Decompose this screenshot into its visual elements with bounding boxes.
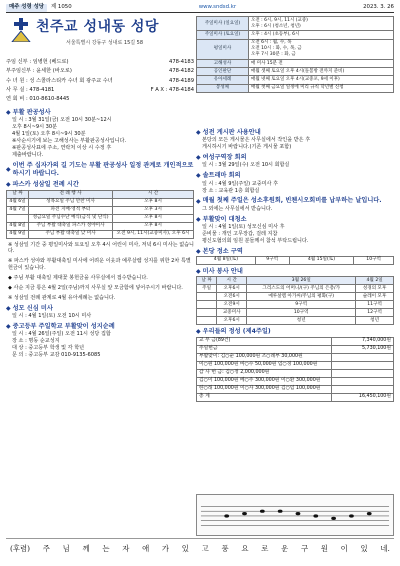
- bullet-icon: ◆: [6, 304, 11, 312]
- mass-row: [197, 17, 394, 31]
- mass-label: 평일미사: [197, 39, 249, 59]
- table-row: [197, 317, 394, 325]
- table-cell: 4월 8일(토): [197, 257, 256, 265]
- lyric-syllable: 자: [122, 543, 130, 553]
- notice-text: ◆ 주님 부활 대축일 제대꽃 봉헌금을 사무실에서 접수받습니다.: [8, 275, 148, 281]
- mass-time: 오전 : 6시, 9시, 11시 (교중) 오후 : 6시 (청소년, 청년): [249, 17, 394, 31]
- table-cell: 오전 9시, 11시(교중미사), 오후 6시: [113, 230, 194, 238]
- section-title: 솔트래마 회의: [202, 172, 241, 180]
- staff-role: 부주임신부 : 윤세한 (바오로): [6, 68, 72, 75]
- bullet-icon: ◆: [196, 129, 201, 137]
- bullet-icon: ◆: [6, 322, 11, 330]
- section-title: 파스카 성삼일 전례 시간: [12, 181, 79, 189]
- offering-item: 교 무 금(89건): [197, 337, 332, 345]
- section-heading: [6, 162, 194, 179]
- table-cell: 주님 부활 대축일 파스카 성야미사: [29, 222, 113, 230]
- table-row: [197, 293, 394, 301]
- staff-role: 수 녀 원 : 성 스콜라스티카 수녀 회 광주교 수녀: [6, 77, 113, 84]
- notice-section: [6, 109, 194, 159]
- mass-row: [197, 59, 394, 67]
- section-line: 일 시 : 3월 29일(수) 오전 10시 회합실: [202, 162, 290, 169]
- staff-tel: 478-4189: [169, 77, 194, 84]
- section-title: 여성구역장 회의: [202, 154, 247, 162]
- table-cell: [7, 214, 29, 222]
- table-cell: [197, 293, 217, 301]
- table-cell: 성경의 모후: [356, 285, 394, 293]
- table-row: [7, 198, 194, 206]
- table-row: [197, 385, 394, 393]
- section-heading: [6, 181, 194, 189]
- offering-item: 김○이 100,000원 베○주 300,000원 이○환 300,000원: [197, 377, 332, 385]
- mass-label: 봉성체: [197, 84, 249, 92]
- section-heading: [196, 248, 394, 256]
- offering-section: [196, 328, 394, 402]
- table-cell: 11구역: [356, 301, 394, 309]
- table-row: [197, 369, 394, 377]
- bullet-icon: ◆: [196, 172, 201, 180]
- lyric-syllable: 님: [62, 543, 70, 553]
- section-title: 매월 첫째 주일은 성소후원회, 빈첸시오회비를 납부하는 날입니다.: [202, 197, 382, 205]
- mass-row: [197, 31, 394, 39]
- table-row: [197, 301, 394, 309]
- section-line: ※판공성사표에 주소, 연락처 이상 시 수정 후: [12, 144, 112, 151]
- church-logo-icon: [10, 18, 32, 42]
- top-bar: [6, 4, 394, 13]
- table-cell: 주일: [197, 285, 217, 293]
- table-row: [197, 361, 394, 369]
- section-line: 일 시 : 3월 31일(금) 오전 10시 30분~12시: [12, 117, 112, 124]
- table-cell: 파견 지배·영적 부터: [29, 206, 113, 214]
- lyric-syllable: 요: [241, 543, 249, 553]
- notice-section: [6, 162, 194, 179]
- table-cell: 4월 8일: [7, 222, 29, 230]
- table-row: [197, 257, 394, 265]
- table-row: [197, 393, 394, 401]
- mass-time: 매월 넷째 토요일 오후 4시(교중포, 9세 이후): [249, 76, 394, 84]
- section-line: 제출바랍니다.: [12, 151, 44, 158]
- section-line: 장 소 : 명동 순교성지: [12, 338, 60, 345]
- bullet-icon: ◆: [6, 181, 11, 189]
- right-column: [196, 126, 394, 402]
- cleaning-section: [196, 248, 394, 265]
- table-row: [7, 214, 194, 222]
- notice-section: [196, 197, 394, 212]
- lyric-syllable: (후렴): [10, 543, 31, 553]
- lyric-syllable: 로: [261, 543, 269, 553]
- service-section: [196, 268, 394, 325]
- lyric-syllable: 원: [320, 543, 328, 553]
- lyric-syllable: 애: [142, 543, 150, 553]
- staff-row: [6, 95, 194, 104]
- notice-text: ※ 성삼일 전례 관계로 4월 유아세례는 없습니다.: [8, 294, 116, 301]
- offering-amount: 5,730,100원: [332, 345, 394, 353]
- lyric-syllable: 운: [281, 543, 289, 553]
- bullet-icon: ◆: [196, 247, 201, 255]
- bullet-icon: ◆: [196, 268, 201, 276]
- notice-section: [6, 305, 194, 320]
- table-cell: 성금요일 주님수난 예식(금식 및 단식): [29, 214, 113, 222]
- notice-text: ※ 파스카 성야와 부활대축일 미사에 어려운 이웃과 예루살렘 성지를 위한 2차 특별헌금이 있습니다.: [8, 258, 191, 272]
- table-cell: 주님 부활 대축일 낮 미사: [29, 230, 113, 238]
- notice-section: [6, 323, 194, 359]
- section-line: ※사순시기에 보는 고해성사는 부활판공성사입니다.: [12, 137, 127, 144]
- mass-row: [197, 39, 394, 59]
- table-cell: 오후 8시: [113, 214, 194, 222]
- service-table: [196, 276, 394, 325]
- table-cell: 오후 3시: [113, 206, 194, 214]
- table-cell: 예루살렘 아가씨/주님의 평화(구): [247, 293, 356, 301]
- staff-tel: 478-4183: [169, 59, 194, 66]
- section-title: 부활맞이 대청소: [202, 215, 247, 223]
- table-cell: 교중미사: [217, 309, 247, 317]
- offering-table: [196, 337, 394, 403]
- edition: 매주 성령 성당: [6, 4, 47, 11]
- section-heading: [6, 305, 194, 313]
- section-heading: [6, 323, 194, 331]
- section-title: 성모 신심 미사: [12, 304, 53, 312]
- table-cell: 청년: [247, 317, 356, 325]
- section-line: 문 의 : 중고등부 교감 010-9135-6085: [12, 351, 101, 358]
- table-cell: 오전6시: [217, 293, 247, 301]
- table-cell: 슬레이 모후: [356, 293, 394, 301]
- table-row: [197, 309, 394, 317]
- lyric-syllable: 주: [42, 543, 50, 553]
- liturgy-table: [6, 190, 194, 239]
- mass-time: 오전 6시 : 월, 수, 목 오전 10시 : 화, 수, 목, 금 오후 7시 30분 : 화, 금: [249, 39, 394, 59]
- mass-label: 주일미사 (토요일): [197, 31, 249, 39]
- offering-amount: 7,340,000원: [332, 337, 394, 345]
- section-line: 장 소 : 교육관 1층 회합실: [202, 187, 260, 194]
- notice-section: [196, 172, 394, 194]
- table-row: [7, 222, 194, 230]
- section-heading: [196, 216, 394, 224]
- notice-section: [196, 216, 394, 245]
- mass-label: 주일미사 (일요일): [197, 17, 249, 31]
- mass-time: 오후 : 4시 (초등부), 6시: [249, 31, 394, 39]
- section-title: 성전 게시판 사용안내: [202, 129, 261, 136]
- table-header: 시 간: [217, 277, 247, 285]
- section-title: 우리들의 정성 (제4주일): [202, 328, 271, 336]
- page-title: 천주교 성내동 성당: [36, 19, 159, 35]
- offering-item: 이○원 100,000원 마○수 50,000원 임○경 100,000원: [197, 361, 332, 369]
- section-title: 미사 봉사 안내: [202, 268, 243, 275]
- staff-row: [6, 86, 194, 95]
- table-cell: 오전9시: [217, 301, 247, 309]
- section-line: 일 시 : 4월 1일(토) 성모신심 미사 후: [202, 224, 285, 231]
- section-line: 4월 1일(토) 오후 8시~9시 30분: [12, 131, 86, 138]
- table-cell: 4월 7일: [7, 206, 29, 214]
- mass-label: 고해성사: [197, 59, 249, 67]
- section-line: 오후 8시~9시 30분: [12, 124, 58, 131]
- liturgy-section: [6, 181, 194, 238]
- section-line: 준비물 : 개인 고무장갑, 걸레 지참: [202, 230, 278, 237]
- table-row: [197, 353, 394, 361]
- section-line: 일 시 : 4월 9일(주일) 교중미사 후: [202, 180, 279, 187]
- table-cell: 4월 15일(토): [289, 257, 354, 265]
- bullet-icon: ◆: [196, 328, 201, 336]
- table-row: [7, 206, 194, 214]
- staff-row: [6, 58, 194, 67]
- table-cell: 오후6시: [217, 285, 247, 293]
- table-cell: 10구역: [354, 257, 394, 265]
- issue-number: 제 1050: [51, 4, 72, 11]
- section-heading: [196, 172, 394, 180]
- offering-amount: [332, 385, 394, 393]
- table-cell: 9구역: [255, 257, 289, 265]
- offering-item: 주일헌금: [197, 345, 332, 353]
- cleaning-table: [196, 256, 394, 265]
- offering-item: 감 사 헌 금: 김○정 2,000,000원: [197, 369, 332, 377]
- notice-text: ◆ 사순 지금 통은 4월 2일(주님)까지 사무실 앞 모금함에 넣어주시기 바랍니다.: [8, 284, 183, 291]
- table-row: [197, 377, 394, 385]
- section-title: 중고등부 주일학교 부활맞이 성지순례: [12, 322, 115, 330]
- offering-amount: [332, 377, 394, 385]
- mass-label: 공인판단: [197, 68, 249, 76]
- table-cell: 오후6시: [217, 317, 247, 325]
- mass-row: [197, 68, 394, 76]
- table-cell: 오후 8시: [113, 222, 194, 230]
- table-row: [197, 285, 394, 293]
- section-line: 게시하시기 바랍니다.(기존 게시물 포함): [202, 144, 292, 151]
- left-column: [6, 106, 194, 359]
- table-cell: 4월 9일: [7, 230, 29, 238]
- offering-item: 한○래 100,000원 이○자 300,000원 김○임 100,000원: [197, 385, 332, 393]
- staff-role: 주임 신부 : 임병헌 (베드로): [6, 59, 69, 66]
- lyric-syllable: 고: [201, 543, 209, 553]
- mass-time: 매월 셋째 토요일 오후 4시(돌봄방 전까지 준비): [249, 68, 394, 76]
- table-row: [7, 230, 194, 238]
- section-heading: [196, 268, 394, 276]
- lyric-syllable: 있: [181, 543, 189, 553]
- staff-list: [6, 58, 194, 104]
- mass-time: 매 미사 15분 전: [249, 59, 394, 67]
- table-cell: 10구역: [247, 309, 356, 317]
- table-header: 전 례 행 사: [29, 190, 113, 198]
- lyric-syllable: 이: [340, 543, 348, 553]
- mass-label: 유아세례: [197, 76, 249, 84]
- staff-tel: 478-4182: [169, 68, 194, 75]
- staff-role: 연 회 비 : 010-8610-8445: [6, 96, 70, 103]
- table-cell: 4월 6일: [7, 198, 29, 206]
- staff-role: 사 무 실 : 478-4181: [6, 87, 55, 94]
- mass-row: [197, 84, 394, 92]
- mass-row: [197, 76, 394, 84]
- offering-item: 부활맞이: 김○순 100,000원 조○례부 30,000원: [197, 353, 332, 361]
- offering-amount: [332, 353, 394, 361]
- notice-section: [196, 129, 394, 151]
- offering-item: 총 계: [197, 393, 332, 401]
- music-staff-icon: [196, 494, 394, 536]
- offering-amount: [332, 369, 394, 377]
- table-header: 시 간: [113, 190, 194, 198]
- bullet-icon: ◆: [196, 215, 201, 223]
- bullet-icon: ◆: [6, 109, 11, 117]
- address: 서울특별시 강동구 성내로 15길 58: [66, 40, 144, 46]
- section-line: 평신도협의회 임원 분들께서 참석 부탁드립니다.: [202, 237, 309, 244]
- section-title: 부활 판공성사: [12, 109, 51, 116]
- lyric-syllable: 구: [300, 543, 309, 553]
- table-header: 3월 26일: [247, 277, 356, 285]
- section-heading: [196, 328, 394, 336]
- lyric-syllable: 있: [360, 543, 368, 553]
- table-cell: 12구역: [356, 309, 394, 317]
- table-cell: [197, 309, 217, 317]
- lyric-syllable: 가: [161, 543, 170, 553]
- table-cell: 청년: [356, 317, 394, 325]
- section-line: 대 상 : 중고등부 학생 및 각 학년: [12, 344, 85, 351]
- section-line: 일 시 : 4월 1일(토) 오전 10시 미사: [12, 312, 92, 319]
- date: 2023. 3. 26: [363, 4, 394, 11]
- table-row: [197, 337, 394, 345]
- notice-text: ※ 성삼일 기간 중 평일미사와 토요일 오후 4시 어린이 미사, 저녁 6시 미사는 없습니다.: [8, 241, 194, 255]
- section-line: 그 외에는 사무실에서 받습니다.: [202, 205, 273, 212]
- table-cell: [197, 301, 217, 309]
- table-cell: 그리스도의 어머니/(구) 주님의 은총/가: [247, 285, 356, 293]
- table-cell: [197, 317, 217, 325]
- table-cell: 성목요일 주님 만찬 미사: [29, 198, 113, 206]
- mass-time: 매월 첫째 금요일 일정에 미리 규칙 학년별 신청: [249, 84, 394, 92]
- section-line: 일 시 : 4월 26일(주일) 오전 11시 성당 집합: [12, 331, 111, 338]
- notice-section: [196, 154, 394, 169]
- lyric-syllable: 풍: [221, 543, 229, 553]
- section-title: 본당 정소 구역: [202, 247, 243, 255]
- lyric-syllable: 네.: [380, 543, 390, 553]
- header: [6, 16, 194, 56]
- offering-amount: [332, 361, 394, 369]
- mass-schedule: [196, 16, 394, 93]
- lyric-syllable: 는: [102, 543, 110, 553]
- table-header: 날 짜: [7, 190, 29, 198]
- hymn-lyrics: [6, 538, 394, 558]
- table-header: 4월 2일: [356, 277, 394, 285]
- offering-amount: 16,450,100원: [332, 393, 394, 401]
- lyric-syllable: 께: [82, 543, 90, 553]
- staff-row: [6, 67, 194, 76]
- website[interactable]: www.sndsd.kr: [198, 4, 237, 11]
- table-row: [197, 345, 394, 353]
- bullet-icon: ◆: [196, 197, 201, 205]
- table-cell: 9구역: [247, 301, 356, 309]
- table-header: 날 짜: [197, 277, 217, 285]
- bullet-icon: ◆: [6, 165, 11, 173]
- section-heading: [196, 197, 394, 205]
- table-cell: 오후 8시: [113, 198, 194, 206]
- section-line: 본당의 모든 게시물은 사무실에서 작인을 받은 후: [202, 137, 311, 144]
- staff-tel: F A X : 478-4184: [150, 87, 194, 94]
- section-title: 이번 주 십자가의 길 기도는 부활 판공성사 일정 관계로 개인적으로 하시기 바랍니다.: [12, 161, 194, 177]
- staff-row: [6, 77, 194, 86]
- bullet-icon: ◆: [196, 154, 201, 162]
